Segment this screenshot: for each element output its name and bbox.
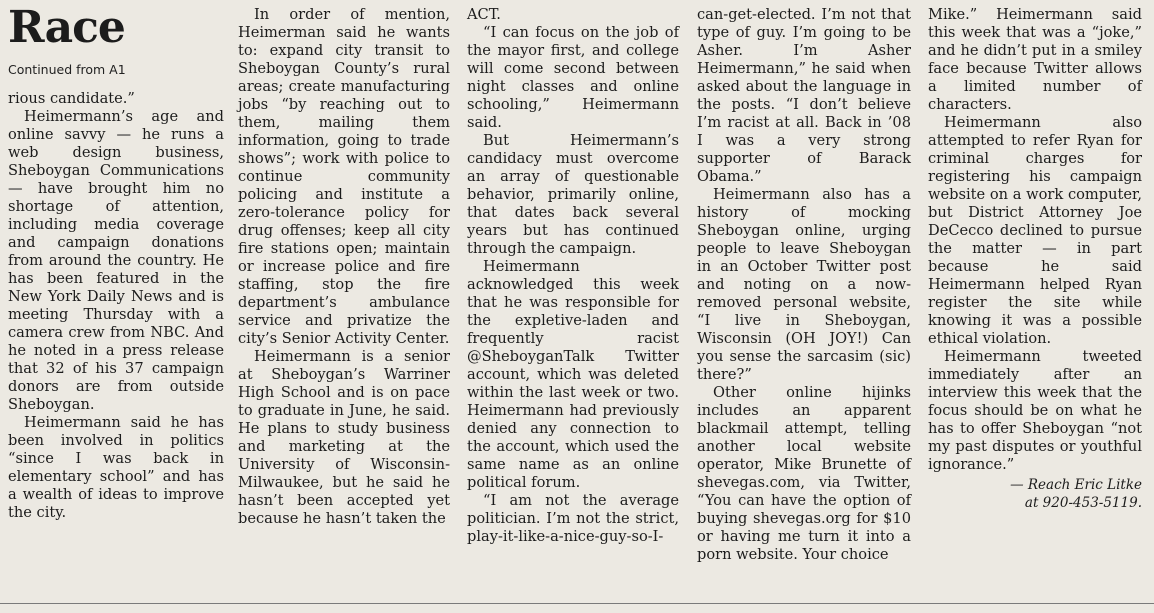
paragraph: “I am not the average politician. I’m not the strict, play-it-like-a-nice-guy-so-I- [467,492,679,545]
paragraph: But Heimermann’s candidacy must overcome an array of questionable behavior, primarily online, that dates back several years but has continued through the campaign. [467,132,679,257]
paragraph: rious candidate.” [8,90,135,107]
paragraph: Heimermann is a senior at Sheboygan’s Warriner High School and is on pace to graduate in June, he said. He plans to study business and marketing at the University of Wisconsin-Milwaukee, but he said he hasn’t been accepted yet because he hasn’t taken the [238,348,450,527]
article-column-2 [238,6,450,528]
paragraph: Other online hijinks includes an apparent blackmail attempt, telling another local website operator, Mike Brunette of shevegas.com, via Twitter, “You can have the option of buying shevegas.org for $10 or having me turn it into a porn website. Your choice [697,384,911,563]
bottom-divider [0,603,1154,604]
article-column-4 [697,6,911,564]
paragraph: Heimermann also attempted to refer Ryan for criminal charges for registering his campaign website on a work computer, but District Attorney Joe DeCecco declined to pursue the matter — in part because he said Heimermann helped Ryan register the site while knowing it was a possible ethical violation. [928,114,1142,347]
paragraph: Heimermann also has a history of mocking Sheboygan online, urging people to leave Sheboygan in an October Twitter post and noting on a now-removed personal website, “I live in Sheboygan, Wisconsin (OH JOY!) Can you sense the sarcasim (sic) there?” [697,186,911,383]
article-column-1 [8,2,224,522]
paragraph: Heimermann tweeted immediately after an interview this week that the focus should be on what he has to offer Sheboygan “not my past disputes or youthful ignorance.” [928,348,1142,473]
paragraph: In order of mention, Heimerman said he wants to: expand city transit to Sheboygan County’s rural areas; create manufacturing jobs “by reaching out to them, mailing them information, going to trade shows”; work with police to continue community policing and institute a zero-tolerance policy for drug offenses; keep all city fire stations open; maintain or increase police and fire staffing, stop the fire department’s ambulance service and privatize the city’s Senior Activity Center. [238,6,450,347]
paragraph: Heimermann said he has been involved in politics “since I was back in elementary school” and has a wealth of ideas to improve the city. [8,414,224,521]
paragraph: Heimermann’s age and online savvy — he runs a web design business, Sheboygan Communications — have brought him no shortage of attention, including media coverage and campaign donations from around the country. He has been featured in the New York Daily News and is meeting Thursday with a camera crew from NBC. And he noted in a press release that 32 of his 37 campaign donors are from outside Sheboygan. [8,108,224,413]
signoff-name: — Reach Eric Litke [1010,477,1142,493]
headline: Race [8,2,125,53]
signoff-phone: at 920-453-5119. [1024,495,1142,511]
jump-line: Continued from A1 [8,62,126,77]
article-column-3 [467,6,679,546]
paragraph: ACT. [467,6,501,23]
article-column-5 [928,6,1142,512]
paragraph: Heimermann acknowledged this week that he was responsible for the expletive-laden and frequently racist @SheboyganTalk Twitter account, which was deleted within the last week or two. Heimermann had previously denied any connection to the account, which used the same name as an online political forum. [467,258,679,491]
paragraph: “I can focus on the job of the mayor first, and college will come second between night classes and online schooling,” Heimermann said. [467,24,679,131]
paragraph: Mike.” Heimermann said this week that was a “joke,” and he didn’t put in a smiley face because Twitter allows a limited number of characters. [928,6,1142,113]
paragraph: can-get-elected. I’m not that type of guy. I’m going to be Asher. I’m Asher Heimermann,” he said when asked about the language in the posts. “I don’t believe I’m racist at all. Back in ’08 I was a very strong supporter of Barack Obama.” [697,6,911,185]
reporter-signoff [928,476,1142,512]
